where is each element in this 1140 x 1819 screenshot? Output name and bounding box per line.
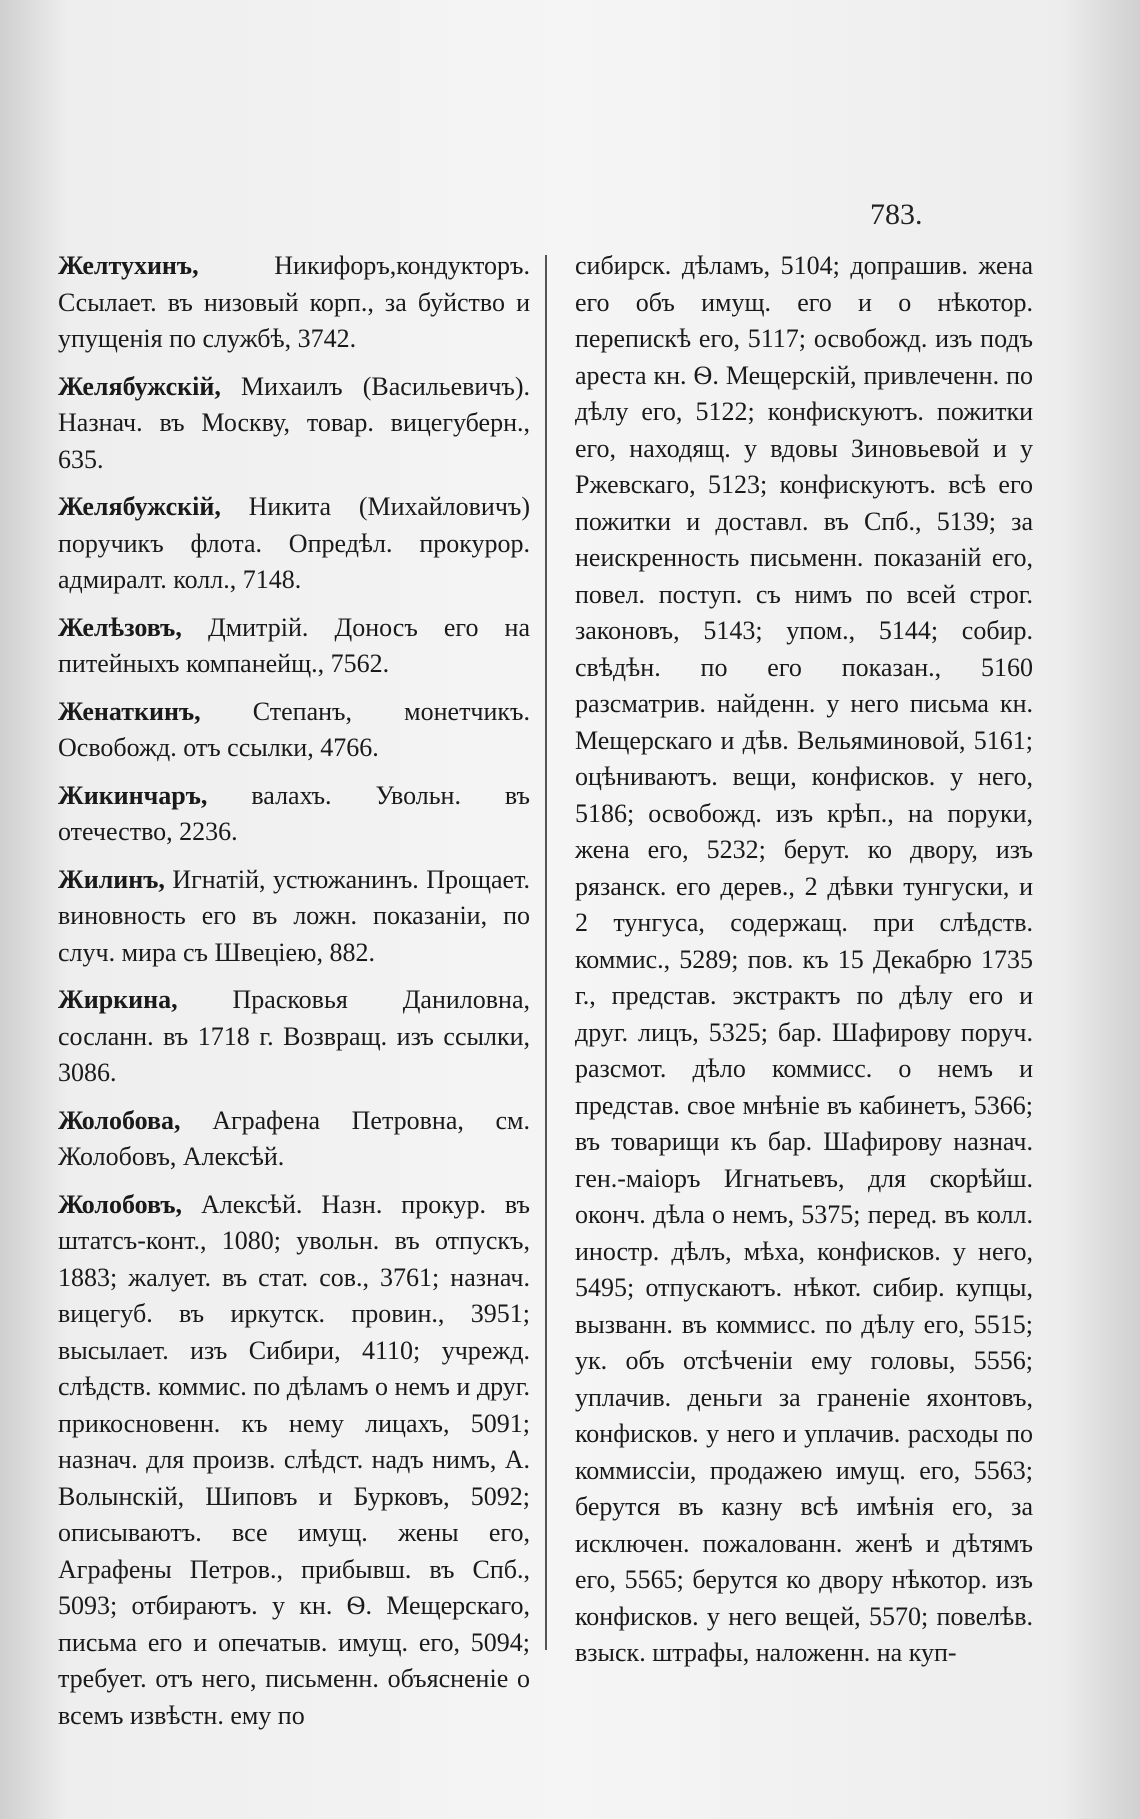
entry-headword: Жикинчаръ, <box>58 780 208 810</box>
index-entry <box>58 1187 530 1735</box>
entry-text: Игнатій, устюжанинъ. Прощает. виновность его въ ложн. показаніи, по случ. мира съ Швеціею, 882. <box>58 864 530 967</box>
entry-headword: Желябужскій, <box>58 492 221 521</box>
entry-text: Алексѣй. Назн. прокур. въ штатсъ-конт., 1080; увольн. въ отпускъ, 1883; жалует. въ стат. сов., 3761; назнач. вицегуб. въ иркутск. провин., 3951; высылает. изъ Сибири, 4110; учрежд. слѣдств. коммис. по дѣламъ о немъ и друг. прикосновенн. къ нему лицахъ, 5091; назнач. для произв. слѣдст. надъ нимъ, А. Волынскій, Шиповъ и Бурковъ, 5092; описываютъ. все имущ. жены его, Аграфены Петров., прибывш. въ Спб., 5093; отбираютъ. у кн. Ѳ. Мещерскаго, письма его и опечатыв. имущ. его, 5094; требует. отъ него, письменн. объясненіе о всемъ извѣстн. ему по <box>58 1189 531 1730</box>
left-column <box>58 248 530 1745</box>
entry-text: Прасковья Даниловна, сосланн. въ 1718 г. Возвращ. изъ ссылки, 3086. <box>58 985 530 1087</box>
entry-text: Никифоръ,кондукторъ. Ссылает. въ низовый корп., за буйство и упущенія по службѣ, 3742. <box>58 251 530 353</box>
index-entry <box>58 248 530 358</box>
entry-headword: Жиркина, <box>58 985 178 1014</box>
entry-text: валахъ. Увольн. въ отечество, 2236. <box>58 780 530 846</box>
entry-text: Степанъ, монетчикъ. Освобожд. отъ ссылки, 4766. <box>58 696 530 762</box>
column-divider <box>545 255 547 1650</box>
index-entry <box>58 1103 530 1176</box>
index-entry <box>58 778 530 851</box>
page-number: 783. <box>870 198 923 231</box>
index-entry <box>58 489 530 599</box>
entry-text: Дмитрій. Доносъ его на питейныхъ компанейщ., 7562. <box>58 612 531 678</box>
continued-entry-text: сибирск. дѣламъ, 5104; допрашив. жена его объ имущ. его и о нѣкотор. перепискѣ его, 5117; освобожд. изъ подъ ареста кн. Ѳ. Мещерскій, привлеченн. по дѣлу его, 5122; конфискуютъ. пожитки его, находящ. у вдовы Зиновьевой и у Ржевскаго, 5123; конфискуютъ. всѣ его пожитки и доставл. въ Спб., 5139; за неискренность письменн. показаній его, повел. поступ. съ нимъ по всей строг. законовъ, 5143; упом., 5144; собир. свѣдѣн. по его показан., 5160 разсматрив. найденн. у него письма кн. Мещерскаго и дѣв. Вельяминовой, 5161; оцѣниваютъ. вещи, конфисков. у него, 5186; освобожд. изъ крѣп., на поруки, жена его, 5232; берут. ко двору, изъ рязанск. его дерев., 2 дѣвки тунгуски, и 2 тунгуса, содержащ. при слѣдств. коммис., 5289; пов. къ 15 Декабрю 1735 г., представ. экстрактъ по дѣлу его и друг. лицъ, 5325; бар. Шафирову поруч. разсмот. дѣло коммисс. о немъ и представ. свое мнѣніе въ кабинетъ, 5366; въ товарищи къ бар. Шафирову назнач. ген.-маіоръ Игнатьевъ, для скорѣйш. оконч. дѣла о немъ, 5375; перед. въ колл. иностр. дѣлъ, мѣха, конфисков. у него, 5495; отпускаютъ. нѣкот. сибир. купцы, вызванн. въ коммисс. по дѣлу его, 5515; ук. объ отсѣченіи ему головы, 5556; уплачив. деньги за граненіе яхонтовъ, конфисков. у него и уплачив. расходы по коммиссіи, продажею имущ. его, 5563; берутся въ казну всѣ имѣнія его, за исключен. пожалованн. женѣ и дѣтямъ его, 5565; берутся ко двору нѣкотор. изъ конфисков. у него вещей, 5570; повелѣв. взыск. штрафы, наложенн. на куп- <box>575 251 1033 1667</box>
entry-headword: Жолобова, <box>58 1105 181 1135</box>
index-entry <box>58 610 530 683</box>
entry-headword: Жилинъ, <box>58 864 165 894</box>
entry-text: Аграфена Петровна, см. Жолобовъ, Алексѣй. <box>58 1105 531 1171</box>
entry-headword: Женаткинъ, <box>58 696 201 726</box>
index-entry <box>58 982 530 1092</box>
index-entry <box>58 862 530 972</box>
entry-text: Михаилъ (Васильевичъ). Назнач. въ Москву, товар. вицегуберн., 635. <box>58 371 530 474</box>
right-column <box>575 248 1033 1672</box>
entry-headword: Желябужскій, <box>58 371 221 401</box>
index-entry <box>58 369 530 479</box>
entry-text: Никита (Михайловичъ) поручикъ флота. Опредѣл. прокурор. адмиралт. колл., 7148. <box>58 492 530 594</box>
index-entry <box>58 694 530 767</box>
entry-headword: Желѣзовъ, <box>58 612 182 642</box>
entry-headword: Жолобовъ, <box>58 1189 183 1219</box>
entry-headword: Желтухинъ, <box>58 251 199 280</box>
